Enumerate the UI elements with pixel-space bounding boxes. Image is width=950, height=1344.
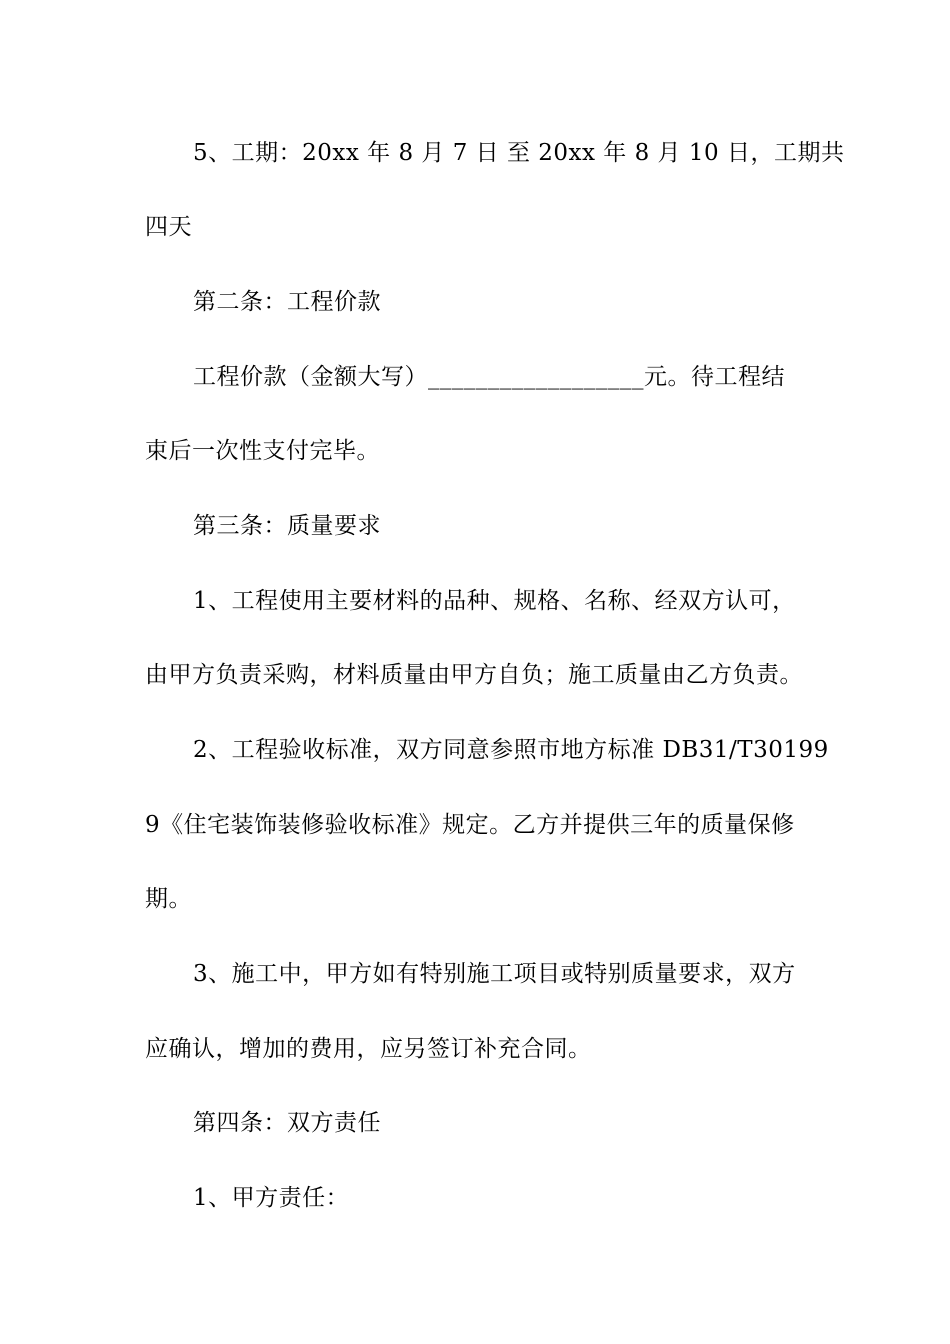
clause-duration-line-2: 四天: [145, 214, 192, 240]
quality-item-3-line-1: 3、施工中，甲方如有特别施工项目或特别质量要求，双方: [193, 961, 796, 987]
article-3-heading: 第三条：质量要求: [193, 513, 381, 539]
quality-item-1-line-1: 1、工程使用主要材料的品种、规格、名称、经双方认可，: [193, 588, 796, 614]
article-2-heading: 第二条：工程价款: [193, 289, 381, 315]
party-a-responsibility-heading: 1、甲方责任：: [193, 1185, 350, 1211]
quality-item-3-line-2: 应确认，增加的费用，应另签订补充合同。: [145, 1036, 592, 1062]
article-4-heading: 第四条：双方责任: [193, 1110, 381, 1136]
quality-item-2-line-1: 2、工程验收标准，双方同意参照市地方标准 DB31/T30199: [193, 737, 829, 763]
price-paragraph-line-1: 工程价款（金额大写）__________________元。待工程结: [193, 364, 785, 390]
price-paragraph-line-2: 束后一次性支付完毕。: [145, 438, 380, 464]
quality-item-1-line-2: 由甲方负责采购，材料质量由甲方自负；施工质量由乙方负责。: [145, 662, 803, 688]
clause-duration-line-1: 5、工期：20xx 年 8 月 7 日 至 20xx 年 8 月 10 日，工期共: [193, 140, 845, 166]
quality-item-2-line-2: 9《住宅装饰装修验收标准》规定。乙方并提供三年的质量保修: [145, 812, 795, 838]
quality-item-2-line-3: 期。: [145, 886, 192, 912]
